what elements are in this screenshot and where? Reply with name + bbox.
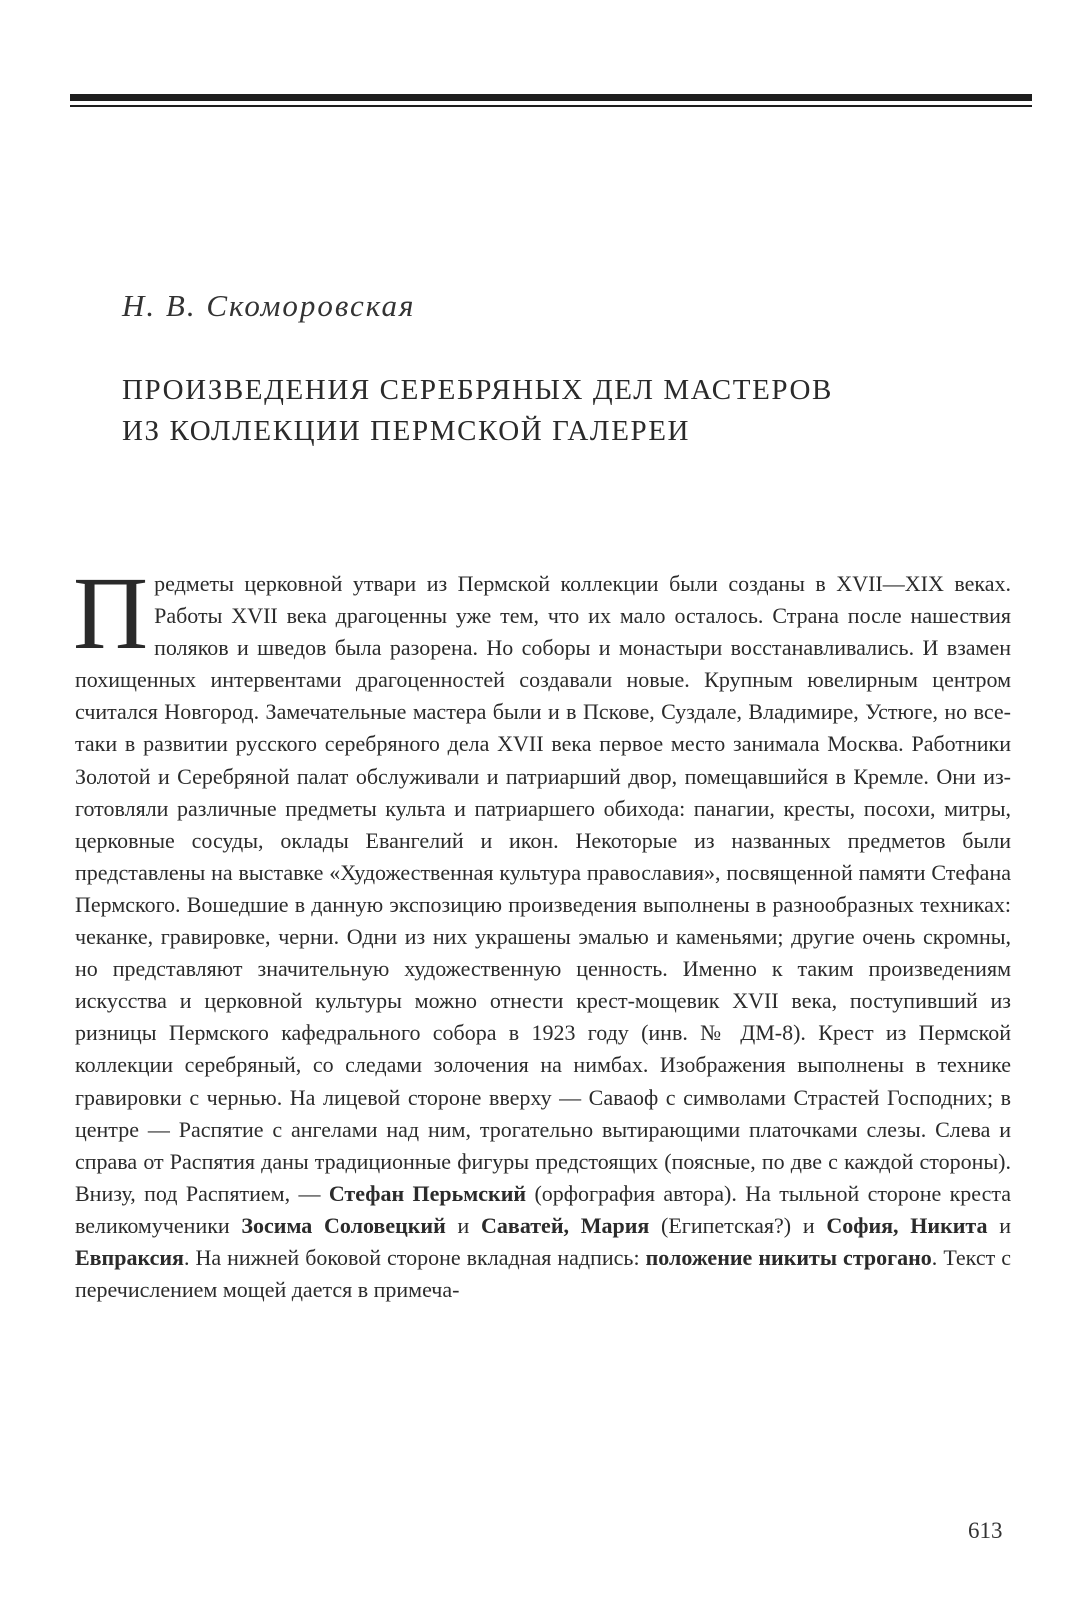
page-number: 613 — [968, 1518, 1003, 1543]
article-title — [122, 370, 1002, 452]
body-bold-name: Евпраксия — [75, 1244, 184, 1270]
author-name: Н. В. Скоморовская — [122, 288, 416, 323]
body-text: и — [987, 1212, 1012, 1238]
body-bold-name: Стефан Перьмский — [328, 1180, 527, 1206]
title-line-1: ПРОИЗВЕДЕНИЯ СЕРЕБРЯНЫХ ДЕЛ МАСТЕРОВ — [122, 374, 833, 406]
header-rule-thick — [70, 94, 1032, 101]
body-text: (Египетская?) и — [649, 1212, 827, 1238]
body-text: . Текст с перечислением мощей дается в примеча- — [75, 1244, 1011, 1303]
body-bold-name: София, Никита — [826, 1212, 988, 1238]
body-text: и — [445, 1212, 482, 1238]
title-line-2: ИЗ КОЛЛЕКЦИИ ПЕРМСКОЙ ГАЛЕРЕИ — [122, 415, 691, 447]
body-bold-inscription: положение никиты строгано — [645, 1244, 932, 1270]
body-bold-name: Зосима Соловецкий — [241, 1212, 446, 1238]
body-text: редметы церковной утвари из Пермской коллекции были созданы в XVII—XIX веках. Работы XVII века драгоценны уже тем, что их мало осталось. Страна после нашествия поляков и шведов была разорена. Но соборы и монастыри восстанавливались. И взамен похищенных интервентами драгоценностей создавали новые. Крупным ювелирным центром считался Новгород. Замечательные мастера были и в Пскове, Суздале, Владимире, Устюге, но все-таки в развитии русского серебряного дела XVII века первое место занимала Москва. Работники Золотой и Серебряной палат обслуживали и патриарший двор, помещавшийся в Кремле. Они изготовляли различные предметы культа и патриаршего обихода: панагии, кресты, посохи, митры, церковные сосуды, оклады Евангелий и икон. Некоторые из названных предметов были представлены на выставке «Художественная культура православия», посвященной памяти Стефана Пермского. Вошедшие в данную экспозицию произведения выполнены в разнообразных техниках: чеканке, гравировке, черни. Одни из них украшены эмалью и каменьями; другие очень скромны, но представляют значительную художественную ценность. Именно к таким произведениям искусства и церковной культуры можно отнести крест-мощевик XVII века, поступивший из ризницы Пермского кафедрального собора в 1923 году (инв. № ДМ-8). Крест из Пермской коллекции серебряный, со следами золочения на нимбах. Изображения выполнены в технике гравировки с чернью. На лицевой стороне вверху — Саваоф с символами Страстей Господних; в центре — Распятие с ангелами над ним, трогательно вытирающими платочками слезы. Слева и справа от Распятия даны традиционные фигуры предстоящих (поясные, по две с каждой стороны). Внизу, под Распятием, — — [75, 571, 1011, 1206]
body-bold-name: Саватей, Мария — [481, 1212, 650, 1238]
body-text: (орфография автора). На тыльной стороне креста великомученики — [75, 1180, 1012, 1238]
article-body — [73, 556, 1012, 1306]
body-text: . На нижней боковой стороне вкладная надпись: — [183, 1244, 646, 1270]
drop-cap: П — [73, 556, 149, 671]
header-rule-thin — [70, 105, 1032, 107]
